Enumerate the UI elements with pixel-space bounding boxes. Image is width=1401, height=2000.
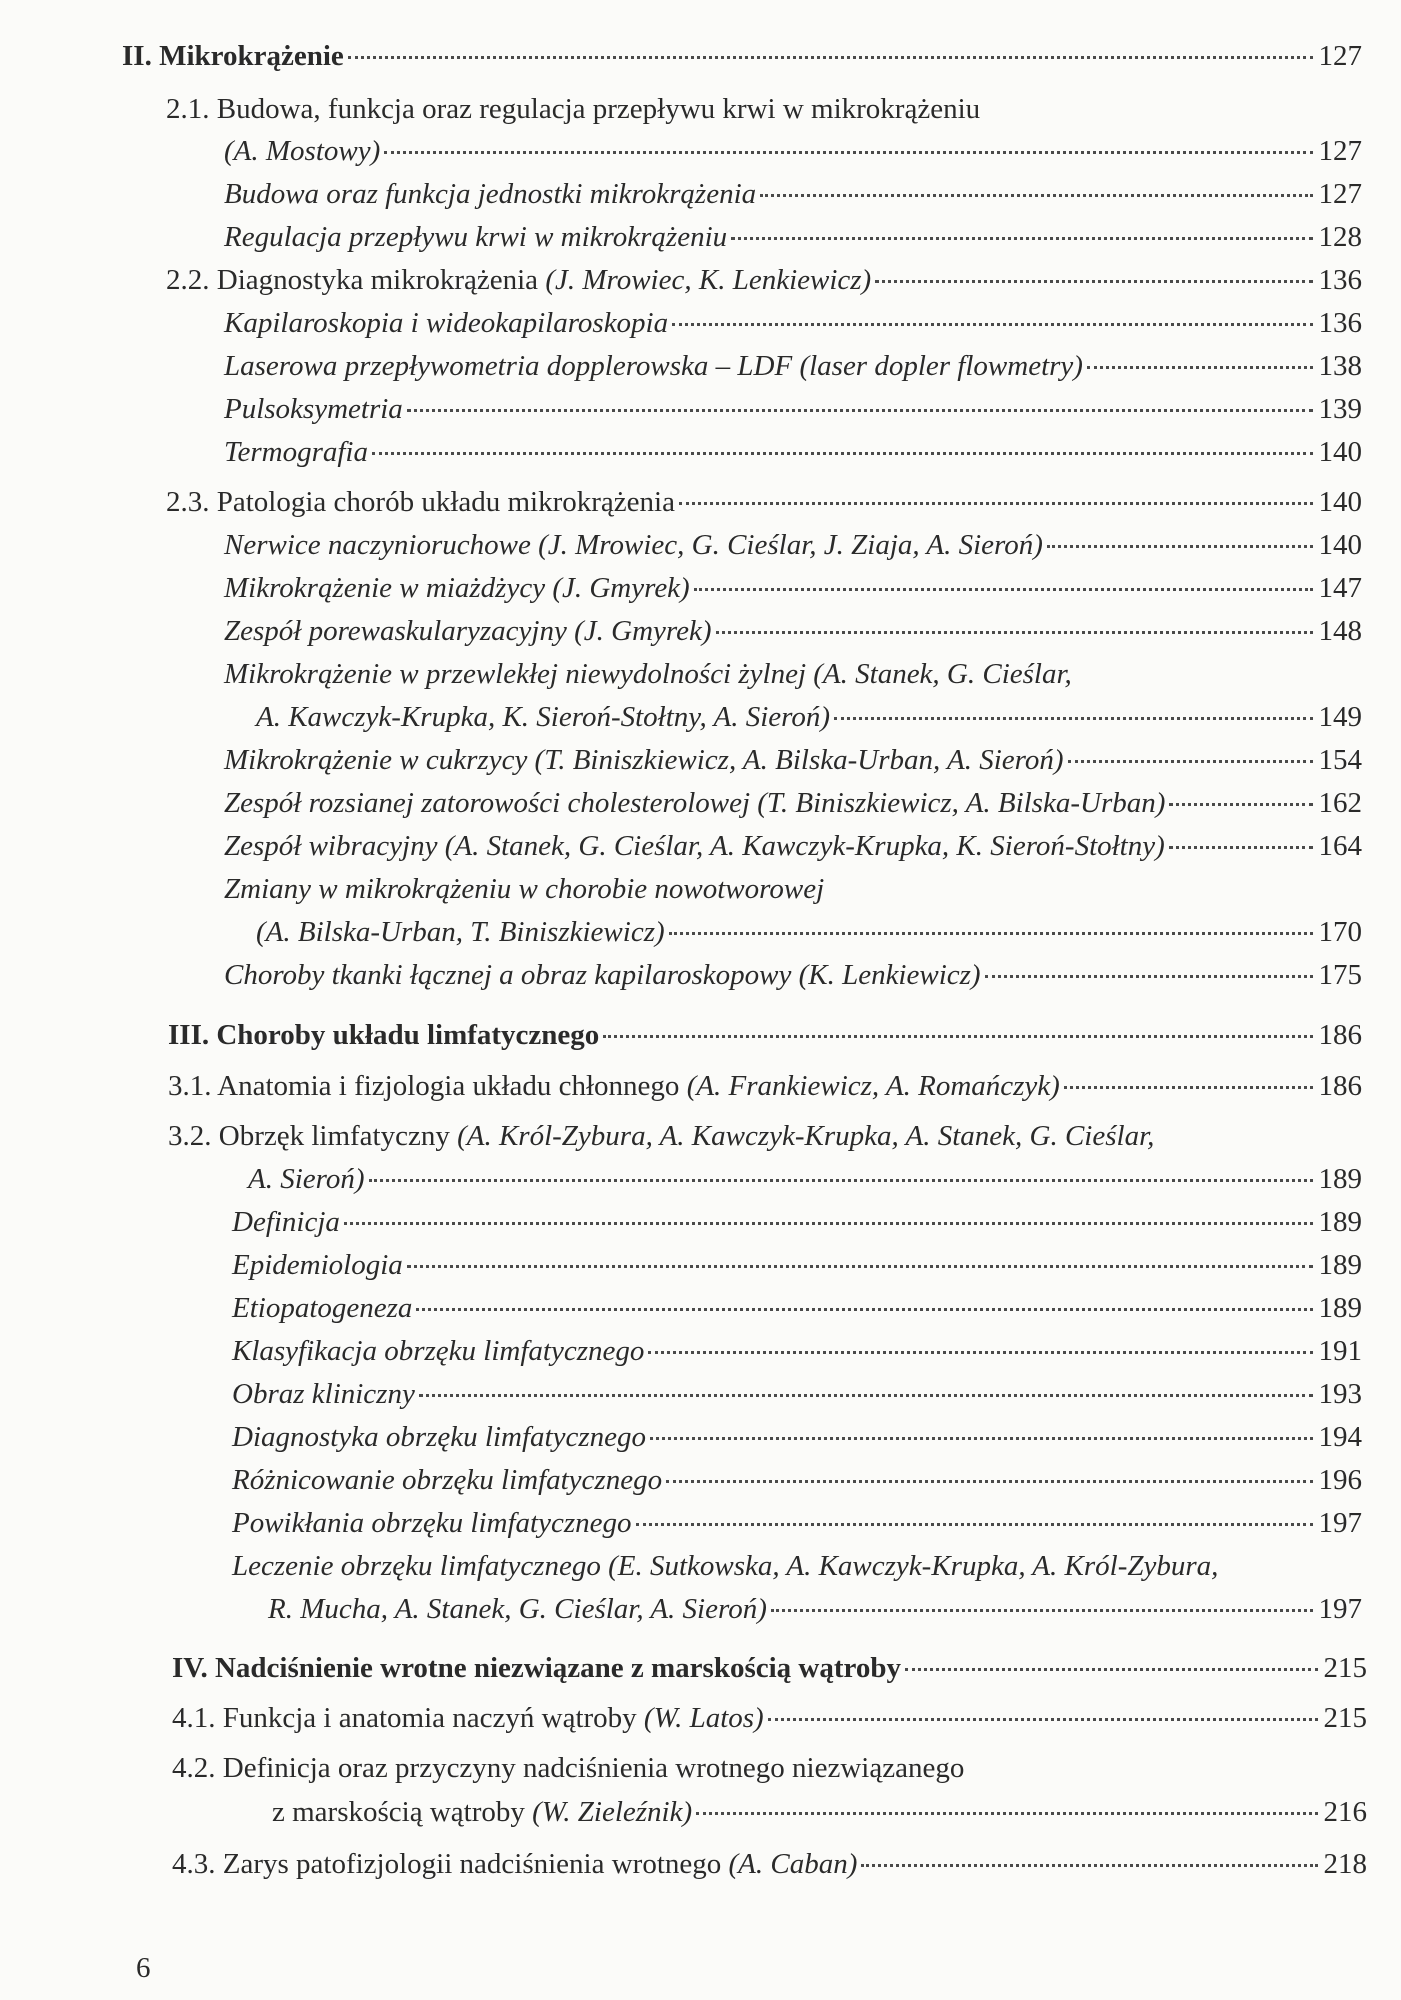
entry-title: Choroby tkanki łącznej a obraz kapilaroskopowy (K. Lenkiewicz): [224, 959, 981, 991]
dot-leader: [716, 631, 1313, 634]
dot-leader: [771, 1609, 1313, 1612]
dot-leader: [419, 1394, 1313, 1397]
dot-leader: [344, 1222, 1313, 1225]
dot-leader: [834, 717, 1312, 720]
entry-title: Epidemiologia: [232, 1249, 403, 1281]
entry-authors: (W. Latos): [643, 1702, 764, 1734]
dot-leader: [603, 1035, 1312, 1038]
entry-title: Leczenie obrzęku limfatycznego (E. Sutkowska, A. Kawczyk-Krupka, A. Król-Zybura,: [232, 1550, 1219, 1582]
dot-leader: [407, 409, 1313, 412]
entry-title: 4.1. Funkcja i anatomia naczyń wątroby: [172, 1702, 637, 1734]
entry-page: 197: [1318, 1507, 1362, 1539]
entry-page: 175: [1318, 959, 1362, 991]
entry-page: 189: [1318, 1249, 1362, 1281]
entry-title: Zespół rozsianej zatorowości cholesterolowej (T. Biniszkiewicz, A. Bilska-Urban): [224, 787, 1166, 819]
entry-page: 127: [1318, 135, 1362, 167]
toc-entry: [0, 957, 1401, 993]
dot-leader: [875, 280, 1312, 283]
entry-page: 147: [1318, 572, 1362, 604]
entry-page: 162: [1318, 787, 1362, 819]
entry-page: 186: [1318, 1070, 1362, 1102]
entry-page: 128: [1318, 221, 1362, 253]
entry-page: 216: [1323, 1796, 1367, 1828]
dot-leader: [416, 1308, 1312, 1311]
entry-page: 140: [1318, 436, 1362, 468]
entry-title: A. Sieroń): [248, 1163, 365, 1195]
entry-title: 4.2. Definicja oraz przyczyny nadciśnienia wrotnego niezwiązanego: [172, 1752, 965, 1784]
toc-entry: [0, 1794, 1401, 1830]
entry-page: 149: [1318, 701, 1362, 733]
dot-leader: [985, 975, 1313, 978]
toc-entry: [0, 1591, 1401, 1627]
entry-title: Zespół wibracyjny (A. Stanek, G. Cieślar, A. Kawczyk-Krupka, K. Sieroń-Stołtny): [224, 830, 1165, 862]
dot-leader: [372, 452, 1313, 455]
entry-title: A. Kawczyk-Krupka, K. Sieroń-Stołtny, A. Sieroń): [256, 701, 831, 733]
entry-title: Etiopatogeneza: [232, 1292, 413, 1324]
dot-leader: [636, 1523, 1313, 1526]
entry-authors: (W. Zieleźnik): [532, 1796, 693, 1828]
entry-title: 2.2. Diagnostyka mikrokrążenia: [166, 264, 539, 296]
entry-page: 140: [1318, 529, 1362, 561]
entry-title: 2.3. Patologia chorób układu mikrokrążenia: [166, 486, 675, 518]
dot-leader: [768, 1718, 1318, 1721]
toc-entry: [0, 1700, 1401, 1736]
entry-title: Laserowa przepływometria dopplerowska – LDF (laser dopler flowmetry): [224, 350, 1083, 382]
entry-title: Pulsoksymetria: [224, 393, 403, 425]
toc-entry: [0, 828, 1401, 864]
dot-leader: [694, 588, 1313, 591]
entry-authors: (A. Frankiewicz, A. Romańczyk): [686, 1070, 1060, 1102]
dot-leader: [861, 1864, 1317, 1867]
entry-authors: (A. Caban): [728, 1848, 858, 1880]
entry-page: 215: [1323, 1652, 1367, 1684]
toc-entry: [0, 1505, 1401, 1541]
toc-entry: [0, 391, 1401, 427]
toc-entry: [0, 527, 1401, 563]
entry-page: 196: [1318, 1464, 1362, 1496]
dot-leader: [696, 1812, 1317, 1815]
toc-entry: [0, 1650, 1401, 1686]
dot-leader: [1047, 545, 1313, 548]
entry-title: Termografia: [224, 436, 368, 468]
entry-authors: (A. Król-Zybura, A. Kawczyk-Krupka, A. Stanek, G. Cieślar,: [457, 1120, 1155, 1152]
toc-entry: [0, 1750, 1401, 1786]
toc-entry: [0, 1017, 1401, 1053]
entry-page: 127: [1318, 40, 1362, 72]
entry-title: Mikrokrążenie w przewlekłej niewydolności żylnej (A. Stanek, G. Cieślar,: [224, 658, 1072, 690]
entry-title: Mikrokrążenie w cukrzycy (T. Biniszkiewicz, A. Bilska-Urban, A. Sieroń): [224, 744, 1064, 776]
toc-entry: [0, 1204, 1401, 1240]
entry-page: 170: [1318, 916, 1362, 948]
entry-title: Budowa oraz funkcja jednostki mikrokrążenia: [224, 178, 757, 210]
toc-entry: [0, 484, 1401, 520]
entry-title: Różnicowanie obrzęku limfatycznego: [232, 1464, 663, 1496]
entry-page: 164: [1318, 830, 1362, 862]
entry-page: 189: [1318, 1163, 1362, 1195]
entry-page: 215: [1323, 1702, 1367, 1734]
toc-entry: [0, 742, 1401, 778]
entry-page: 186: [1318, 1019, 1362, 1051]
dot-leader: [672, 323, 1312, 326]
toc-entry: [0, 1290, 1401, 1326]
dot-leader: [679, 502, 1313, 505]
dot-leader: [1169, 803, 1312, 806]
dot-leader: [348, 56, 1313, 59]
entry-title: III. Choroby układu limfatycznego: [168, 1019, 600, 1051]
dot-leader: [1087, 366, 1313, 369]
entry-title: Zmiany w mikrokrążeniu w chorobie nowotworowej: [224, 873, 825, 905]
toc-entry: [0, 262, 1401, 298]
entry-title: Klasyfikacja obrzęku limfatycznego: [232, 1335, 645, 1367]
toc-entry: [0, 699, 1401, 735]
entry-page: 197: [1318, 1593, 1362, 1625]
toc-entry: [0, 1846, 1401, 1882]
entry-page: 127: [1318, 178, 1362, 210]
entry-page: 140: [1318, 486, 1362, 518]
entry-page: 136: [1318, 264, 1362, 296]
entry-page: 139: [1318, 393, 1362, 425]
toc-entry: [0, 1548, 1401, 1584]
toc-entry: [0, 656, 1401, 692]
toc-entry: [0, 1118, 1401, 1154]
toc-entry: [0, 305, 1401, 341]
dot-leader: [384, 151, 1312, 154]
entry-page: 154: [1318, 744, 1362, 776]
dot-leader: [669, 932, 1313, 935]
entry-page: 218: [1323, 1848, 1367, 1880]
entry-page: 138: [1318, 350, 1362, 382]
entry-title: Obraz kliniczny: [232, 1378, 415, 1410]
entry-title: 3.2. Obrzęk limfatyczny: [168, 1120, 450, 1152]
dot-leader: [648, 1351, 1312, 1354]
entry-title: Nerwice naczynioruchowe (J. Mrowiec, G. Cieślar, J. Ziaja, A. Sieroń): [224, 529, 1043, 561]
dot-leader: [650, 1437, 1313, 1440]
entry-page: 194: [1318, 1421, 1362, 1453]
entry-title: Definicja: [232, 1206, 340, 1238]
entry-title: R. Mucha, A. Stanek, G. Cieślar, A. Sieroń): [268, 1593, 767, 1625]
entry-title: (A. Bilska-Urban, T. Biniszkiewicz): [256, 916, 665, 948]
entry-page: 193: [1318, 1378, 1362, 1410]
entry-title: Powikłania obrzęku limfatycznego: [232, 1507, 632, 1539]
page-number: 6: [136, 1952, 151, 1984]
toc-entry: [0, 1419, 1401, 1455]
toc-entry: [0, 348, 1401, 384]
toc-entry: [0, 1376, 1401, 1412]
toc-entry: [0, 176, 1401, 212]
entry-title: 4.3. Zarys patofizjologii nadciśnienia wrotnego: [172, 1848, 722, 1880]
toc-entry: [0, 38, 1401, 74]
entry-title: Kapilaroskopia i wideokapilaroskopia: [224, 307, 669, 339]
toc-entry: [0, 613, 1401, 649]
toc-entry: [0, 219, 1401, 255]
entry-page: 191: [1318, 1335, 1362, 1367]
toc-entry: [0, 1161, 1401, 1197]
toc-entry: [0, 133, 1401, 169]
dot-leader: [1169, 846, 1313, 849]
toc-entry: [0, 1462, 1401, 1498]
dot-leader: [731, 237, 1312, 240]
dot-leader: [407, 1265, 1313, 1268]
toc-entry: [0, 785, 1401, 821]
entry-title: 3.1. Anatomia i fizjologia układu chłonnego: [168, 1070, 680, 1102]
entry-title: Zespół porewaskularyzacyjny (J. Gmyrek): [224, 615, 712, 647]
dot-leader: [905, 1668, 1318, 1671]
dot-leader: [1068, 760, 1313, 763]
toc-entry: [0, 1068, 1401, 1104]
entry-title: Mikrokrążenie w miażdżycy (J. Gmyrek): [224, 572, 690, 604]
entry-title: z marskością wątroby: [272, 1796, 525, 1828]
toc-entry: [0, 1333, 1401, 1369]
entry-authors: (J. Mrowiec, K. Lenkiewicz): [545, 264, 872, 296]
dot-leader: [760, 194, 1312, 197]
entry-page: 148: [1318, 615, 1362, 647]
entry-title: Regulacja przepływu krwi w mikrokrążeniu: [224, 221, 728, 253]
entry-page: 189: [1318, 1206, 1362, 1238]
entry-title: Diagnostyka obrzęku limfatycznego: [232, 1421, 646, 1453]
toc-entry: [0, 570, 1401, 606]
entry-title: IV. Nadciśnienie wrotne niezwiązane z marskością wątroby: [172, 1652, 901, 1684]
entry-title: (A. Mostowy): [224, 135, 381, 167]
toc-entry: [0, 91, 1401, 127]
toc-entry: [0, 871, 1401, 907]
dot-leader: [1064, 1086, 1313, 1089]
dot-leader: [666, 1480, 1312, 1483]
entry-title: 2.1. Budowa, funkcja oraz regulacja przepływu krwi w mikrokrążeniu: [166, 93, 981, 125]
toc-entry: [0, 914, 1401, 950]
toc-entry: [0, 1247, 1401, 1283]
entry-page: 136: [1318, 307, 1362, 339]
entry-title: II. Mikrokrążenie: [122, 40, 344, 72]
entry-page: 189: [1318, 1292, 1362, 1324]
dot-leader: [369, 1179, 1313, 1182]
toc-entry: [0, 434, 1401, 470]
